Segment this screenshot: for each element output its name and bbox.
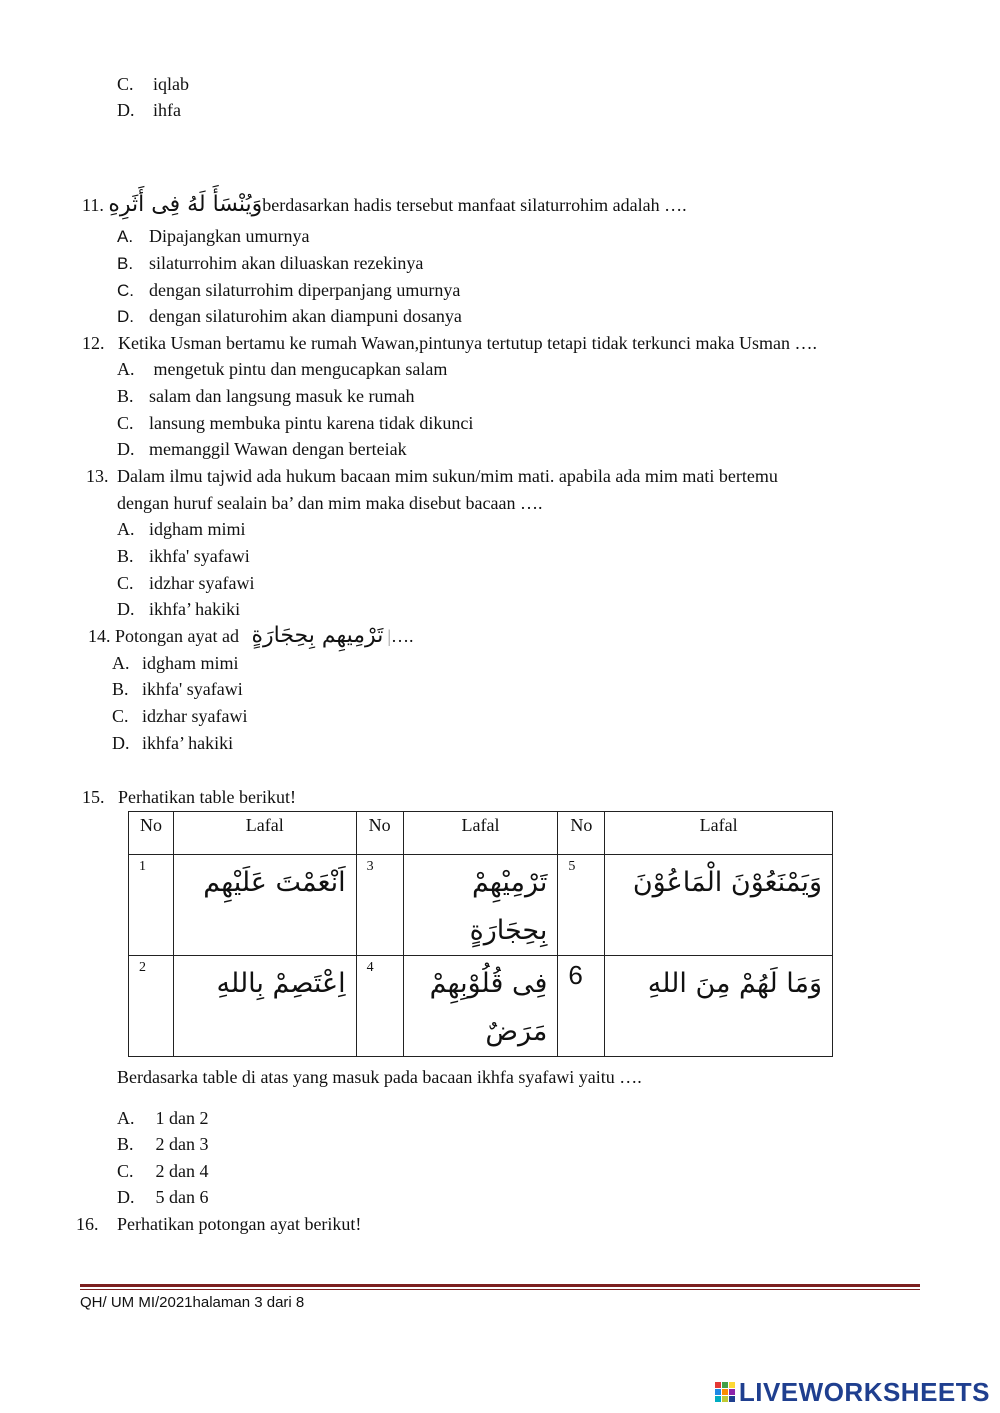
row-number: 3 xyxy=(356,855,403,956)
q15-option-c[interactable]: C. 2 dan 4 xyxy=(117,1161,209,1181)
hadith-arabic: وَيُنْسَأَ لَهُ فِى أَثَرِهِ xyxy=(108,192,263,217)
q12-option-b[interactable]: B. salam dan langsung masuk ke rumah xyxy=(117,386,415,406)
question-15: 15. Perhatikan table berikut! xyxy=(82,787,296,807)
table-header: No xyxy=(129,812,174,855)
lafal-cell: تَرْمِيْهِمْ بِحِجَارَةٍ xyxy=(403,855,558,956)
brand-name: LIVEWORKSHEETS xyxy=(738,1376,990,1407)
q11-option-a[interactable]: A. Dipajangkan umurnya xyxy=(117,226,310,246)
question-11: 11. وَيُنْسَأَ لَهُ فِى أَثَرِهِberdasarkan hadis tersebut manfaat silaturrohim adalah …. xyxy=(82,192,687,217)
q15-option-b[interactable]: B. 2 dan 3 xyxy=(117,1134,209,1154)
row-number: 5 xyxy=(558,855,605,956)
lafal-table xyxy=(128,811,833,1057)
question-13: 13. Dalam ilmu tajwid ada hukum bacaan mim sukun/mim mati. apabila ada mim mati bertemu xyxy=(86,466,778,486)
table-header: Lafal xyxy=(403,812,558,855)
question-14: 14. Potongan ayat ad تَرْمِيهِم بِحِجَارَةٍ |…. xyxy=(88,623,414,648)
q15-option-a[interactable]: A. 1 dan 2 xyxy=(117,1108,209,1128)
q14-option-b[interactable]: B. ikhfa' syafawi xyxy=(112,679,243,699)
row-number: 4 xyxy=(356,956,403,1057)
option-c: C. iqlab xyxy=(117,74,189,94)
q11-option-b[interactable]: B. silaturrohim akan diluaskan rezekinya xyxy=(117,253,424,273)
q15-option-d[interactable]: D. 5 dan 6 xyxy=(117,1187,209,1207)
table-header: Lafal xyxy=(173,812,356,855)
logo-grid-icon xyxy=(715,1382,735,1402)
table-header-row xyxy=(129,812,833,855)
row-number: 2 xyxy=(129,956,174,1057)
q14-option-a[interactable]: A. idgham mimi xyxy=(112,653,239,673)
liveworksheets-logo[interactable] xyxy=(715,1376,990,1408)
page-footer: QH/ UM MI/2021halaman 3 dari 8 xyxy=(80,1294,305,1311)
q12-option-d[interactable]: D. memanggil Wawan dengan berteiak xyxy=(117,439,407,459)
lafal-cell: وَمَا لَهُمْ مِنَ اللهِ xyxy=(605,956,833,1057)
row-number: 6 xyxy=(558,956,605,1057)
table-header: Lafal xyxy=(605,812,833,855)
q12-option-a[interactable]: A. mengetuk pintu dan mengucapkan salam xyxy=(117,359,448,379)
q14-option-d[interactable]: D. ikhfa’ hakiki xyxy=(112,733,234,753)
table-header: No xyxy=(356,812,403,855)
ayat-arabic: تَرْمِيهِم بِحِجَارَةٍ xyxy=(251,623,384,648)
option-d: D. ihfa xyxy=(117,100,181,120)
q13-option-b[interactable]: B. ikhfa' syafawi xyxy=(117,546,250,566)
footer-rule-thin xyxy=(80,1289,920,1290)
footer-rule xyxy=(80,1284,920,1287)
table-header: No xyxy=(558,812,605,855)
question-13-line2: dengan huruf sealain ba’ dan mim maka disebut bacaan …. xyxy=(117,493,543,513)
question-12: 12. Ketika Usman bertamu ke rumah Wawan,pintunya tertutup tetapi tidak terkunci maka Usman …. xyxy=(82,333,818,353)
row-number: 1 xyxy=(129,855,174,956)
table-row xyxy=(129,956,833,1057)
q13-option-c[interactable]: C. idzhar syafawi xyxy=(117,573,255,593)
q13-option-d[interactable]: D. ikhfa’ hakiki xyxy=(117,599,241,619)
question-16: 16. Perhatikan potongan ayat berikut! xyxy=(76,1214,362,1234)
q13-option-a[interactable]: A. idgham mimi xyxy=(117,519,246,539)
q11-option-c[interactable]: C. dengan silaturrohim diperpanjang umurnya xyxy=(117,280,461,300)
q11-option-d[interactable]: D. dengan silaturohim akan diampuni dosanya xyxy=(117,306,462,326)
lafal-cell: وَيَمْنَعُوْنَ الْمَاعُوْنَ xyxy=(605,855,833,956)
lafal-cell: اَنْعَمْتَ عَلَيْهِم xyxy=(173,855,356,956)
question-15-prompt: Berdasarka table di atas yang masuk pada bacaan ikhfa syafawi yaitu …. xyxy=(117,1067,642,1087)
lafal-cell: فِى قُلُوْبِهِمْ مَرَضٌ xyxy=(403,956,558,1057)
table-row xyxy=(129,855,833,956)
lafal-cell: اِعْتَصِمْ بِاللهِ xyxy=(173,956,356,1057)
q14-option-c[interactable]: C. idzhar syafawi xyxy=(112,706,248,726)
q12-option-c[interactable]: C. lansung membuka pintu karena tidak dikunci xyxy=(117,413,474,433)
